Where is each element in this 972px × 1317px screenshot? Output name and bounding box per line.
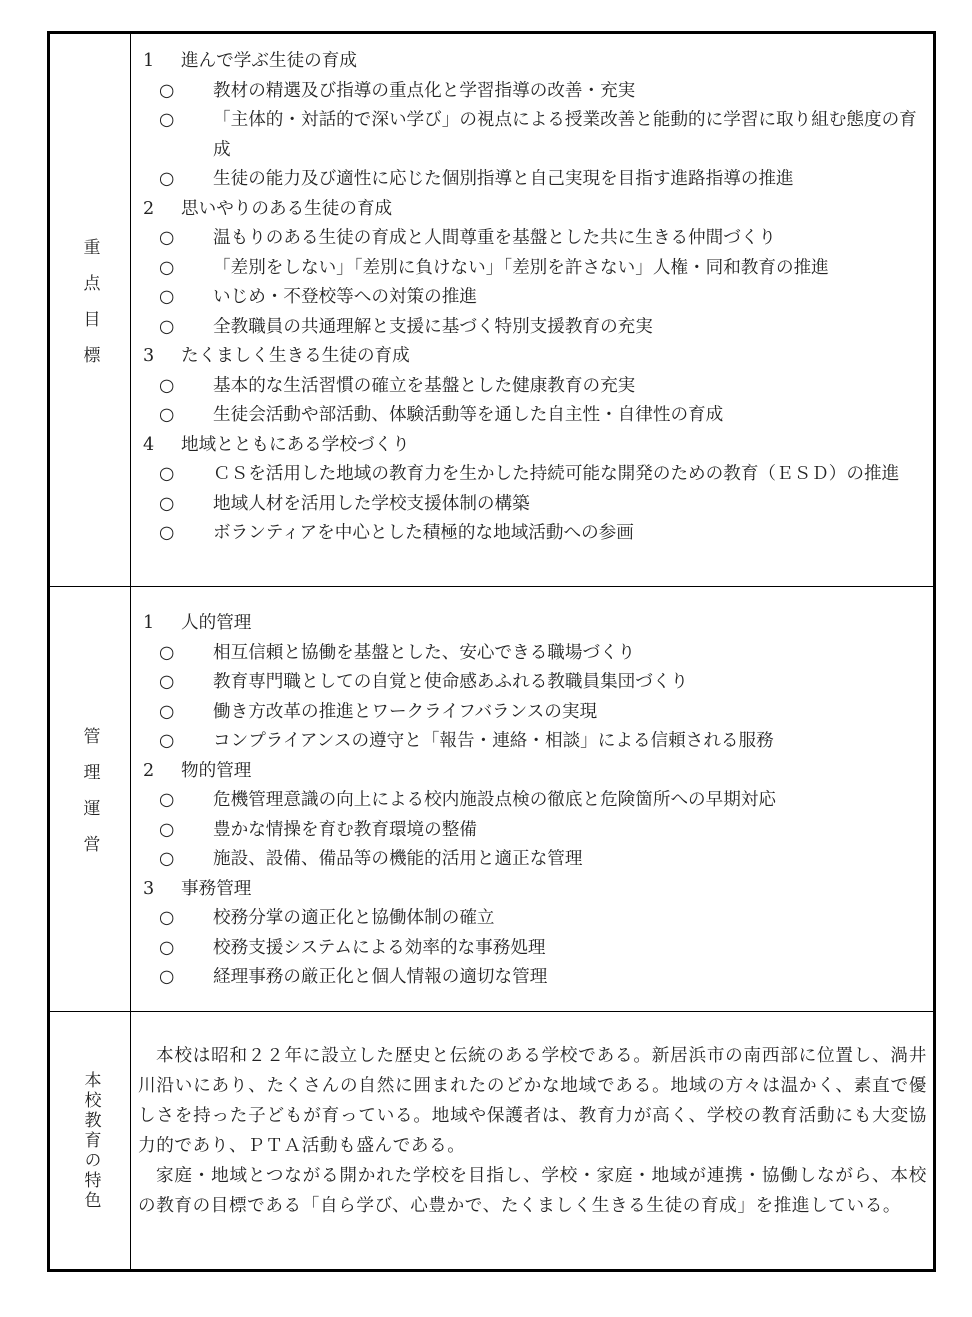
list-item: ○ 校務支援システムによる効率的な事務処理 [159,937,546,958]
management-section [141,609,927,757]
features-paragraph: 本校は昭和２２年に設立した歴史と伝統のある学校である。新居浜市の南西部に位置し、渦井川沿いにあり、たくさんの自然に囲まれたのどかな地域である。地域の方々は温かく、素直で優しさを持った子どもが育っている。地域や保護者は、教育力が高く、学校の教育活動にも大変協力的であり、ＰＴＡ活動も盛んである。 [138,1046,927,1156]
list-item: ○ 教材の精選及び指導の重点化と学習指導の改善・充実 [159,80,636,101]
school-plan-table [47,31,936,1272]
management-row [50,587,933,1012]
section-heading: 1 人的管理 [143,613,252,633]
section-heading: 2 物的管理 [143,760,252,781]
list-item: ○ 危機管理意識の向上による校内施設点検の徹底と危険箇所への早期対応 [159,790,777,810]
list-item: ○ 「主体的・対話的で深い学び」の視点による授業改善と能動的に学習に取り組む態度の育成 [159,110,917,160]
goals-section [141,195,927,343]
list-item: ○ 経理事務の厳正化と個人情報の適切な管理 [159,967,548,987]
list-item: ○ ＣＳを活用した地域の教育力を生かした持続可能な開発のための教育（ＥＳＤ）の推進 [159,464,900,484]
goals-label: 重点目標 [79,238,100,382]
section-heading: 1 進んで学ぶ生徒の育成 [143,51,357,71]
goals-content [141,47,927,549]
list-item: ○ いじめ・不登校等への対策の推進 [159,287,477,307]
section-heading: 3 たくましく生きる生徒の育成 [143,346,410,366]
list-item: ○ 全教職員の共通理解と支援に基づく特別支援教育の充実 [159,316,653,337]
management-section [141,757,927,875]
features-label: 本校教育の特色 [80,1070,101,1211]
management-label-cell [50,587,131,1011]
goals-row [50,34,933,587]
list-item: ○ コンプライアンスの遵守と「報告・連絡・相談」による信頼される服務 [159,731,774,751]
goals-section [141,47,927,195]
features-row [50,1012,933,1269]
section-heading: 2 思いやりのある生徒の育成 [143,198,393,219]
list-item: ○ 基本的な生活習慣の確立を基盤とした健康教育の充実 [159,375,636,396]
list-item: ○ 生徒の能力及び適性に応じた個別指導と自己実現を目指す進路指導の推進 [159,169,794,189]
features-paragraph: 家庭・地域とつながる開かれた学校を目指し、学校・家庭・地域が連携・協働しながら、本校の教育の目標である「自ら学び、心豊かで、たくましく生きる生徒の育成」を推進している。 [138,1166,927,1216]
list-item: ○ 地域人材を活用した学校支援体制の構築 [159,493,530,514]
management-label: 管理運営 [79,727,100,871]
section-heading: 3 事務管理 [143,878,252,899]
list-item: ○ 生徒会活動や部活動、体験活動等を通した自主性・自律性の育成 [159,405,724,425]
management-content [141,609,927,993]
list-item: ○ 施設、設備、備品等の機能的活用と適正な管理 [159,849,583,869]
goals-section [141,342,927,431]
list-item: ○ 豊かな情操を育む教育環境の整備 [159,819,477,840]
list-item: ○ 「差別をしない」「差別に負けない」「差別を許さない」人権・同和教育の推進 [159,257,829,278]
list-item: ○ 教育専門職としての自覚と使命感あふれる教職員集団づくり [159,672,689,692]
list-item: ○ 働き方改革の推進とワークライフバランスの実現 [159,701,598,722]
list-item: ○ ボランティアを中心とした積極的な地域活動への参画 [159,523,634,543]
list-item: ○ 温もりのある生徒の育成と人間尊重を基盤とした共に生きる仲間づくり [159,228,777,248]
goals-label-cell [50,34,131,586]
list-item: ○ 相互信頼と協働を基盤とした、安心できる職場づくり [159,642,636,663]
section-heading: 4 地域とともにある学校づくり [143,434,410,455]
list-item: ○ 校務分掌の適正化と協働体制の確立 [159,908,495,928]
features-label-cell [50,1012,131,1269]
goals-section [141,431,927,549]
features-content [138,1041,927,1221]
management-section [141,875,927,993]
